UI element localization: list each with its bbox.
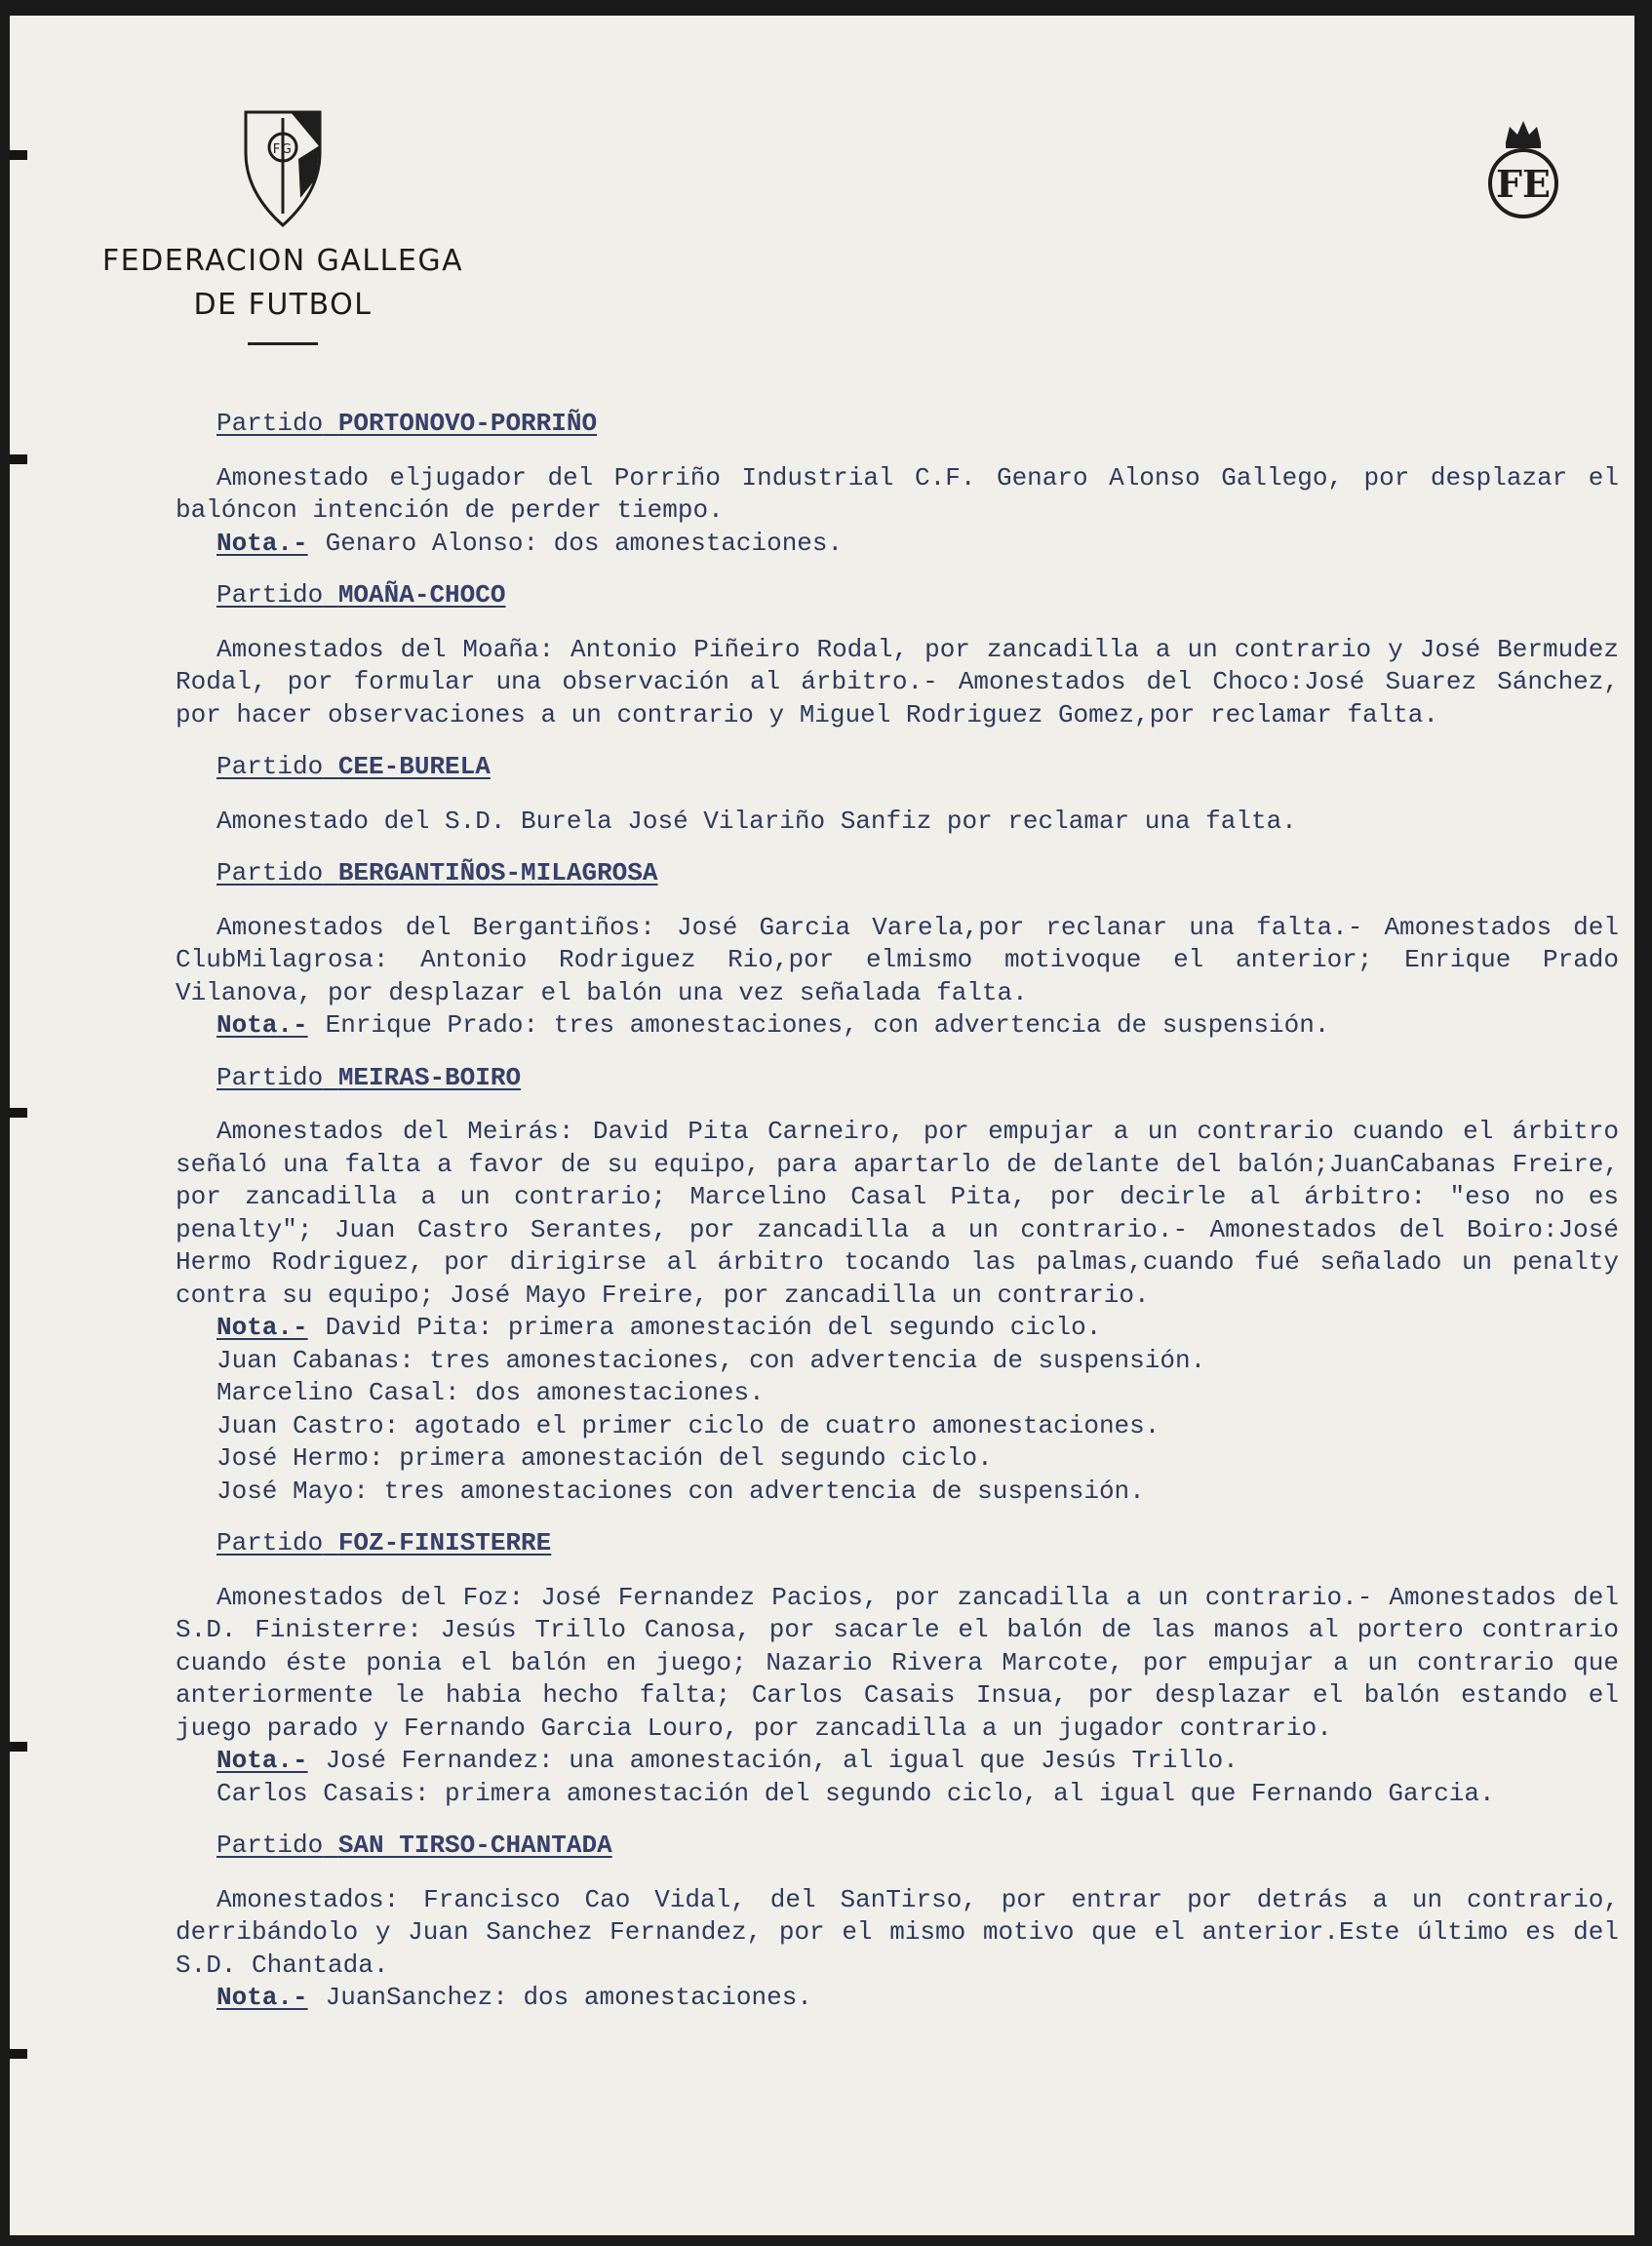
section-title <box>216 1062 521 1095</box>
note-text: José Fernandez: una amonestación, al igual que Jesús Trillo. <box>325 1746 1239 1775</box>
note-text: David Pita: primera amonestación del segundo ciclo. <box>325 1313 1102 1342</box>
section-title <box>216 1830 612 1863</box>
punch-mark <box>10 1108 27 1118</box>
section-label: Partido <box>216 752 324 781</box>
match-name: PORTONOVO-PORRIÑO <box>337 409 598 438</box>
punch-mark <box>10 2049 27 2059</box>
section-label: Partido <box>216 580 324 610</box>
header-rule <box>248 342 318 345</box>
note-line <box>176 1982 1619 2015</box>
note-line: Juan Castro: agotado el primer ciclo de cuatro amonestaciones. <box>216 1410 1160 1440</box>
match-name: SAN TIRSO-CHANTADA <box>337 1831 612 1860</box>
section-title <box>216 408 597 441</box>
note-text: Genaro Alonso: dos amonestaciones. <box>325 528 844 558</box>
document-page <box>10 16 1634 2235</box>
letterhead <box>78 108 488 345</box>
note-label: Nota.- <box>216 1746 308 1775</box>
note-label: Nota.- <box>216 528 308 558</box>
section-label: Partido <box>216 409 324 438</box>
section-body: Amonestados: Francisco Cao Vidal, del SanTirso, por entrar por detrás a un contrario, derribándolo y Juan Sanchez Fernandez, por el mismo motivo que el anterior.Este último es del S.D. Chantada. <box>176 1884 1619 1980</box>
punch-mark <box>10 150 27 160</box>
match-section <box>176 857 1619 1043</box>
section-body: Amonestados del Foz: José Fernandez Pacios, por zancadilla a un contrario.- Amonestados del S.D. Finisterre: Jesús Trillo Canosa, por sacarle el balón de las manos al portero contrario cuando éste ponia el balón en juego; Nazario Rivera Marcote, por empujar a un contrario que anteriormente le habia hecho falta; Carlos Casais Insua, por desplazar el balón estando el juego parado y Fernando Garcia Louro, por zancadilla a un jugador contrario. <box>176 1582 1619 1743</box>
note-label: Nota.- <box>216 1010 308 1040</box>
svg-text:FG: FG <box>272 142 294 157</box>
note-line: Carlos Casais: primera amonestación del segundo ciclo, al igual que Fernando Garcia. <box>216 1778 1495 1808</box>
note-line <box>176 528 1619 561</box>
section-body: Amonestados del Meirás: David Pita Carneiro, por empujar a un contrario cuando el árbitro señaló una falta a favor de su equipo, para apartarlo de delante del balón;JuanCabanas Freire, por zancadilla a un contrario; Marcelino Casal Pita, por decirle al árbitro: "eso no es penalty"; Juan Castro Serantes, por zancadilla a un contrario.- Amonestados del Boiro:José Hermo Rodriguez, por dirigirse al árbitro tocando las palmas,cuando fué señalado un penalty contra su equipo; José Mayo Freire, por zancadilla un contrario. <box>176 1117 1619 1310</box>
section-label: Partido <box>216 858 324 887</box>
org-name-line1: FEDERACION GALLEGA <box>101 244 464 278</box>
section-label: Partido <box>216 1831 324 1860</box>
note-label: Nota.- <box>216 1983 308 2012</box>
note-line <box>176 1009 1619 1043</box>
section-body: Amonestados del Moaña: Antonio Piñeiro Rodal, por zancadilla a un contrario y José Bermudez Rodal, por formular una observación al árbitro.- Amonestados del Choco:José Suarez Sánchez, por hacer observaciones a un contrario y Miguel Rodriguez Gomez,por reclamar falta. <box>176 634 1619 729</box>
match-section <box>176 1527 1619 1810</box>
note-text: Enrique Prado: tres amonestaciones, con advertencia de suspensión. <box>325 1010 1330 1040</box>
document-body <box>176 408 1619 2034</box>
section-body: Amonestados del Bergantiños: José Garcia Varela,por reclanar una falta.- Amonestados del ClubMilagrosa: Antonio Rodriguez Rio,por elmismo motivoque el anterior; Enrique Prado Vilanova, por desplazar el balón una vez señalada falta. <box>176 912 1619 1007</box>
section-body: Amonestado del S.D. Burela José Vilariño Sanfiz por reclamar una falta. <box>216 806 1297 836</box>
federation-shield-logo <box>242 108 324 229</box>
note-line <box>176 1745 1619 1778</box>
match-name: FOZ-FINISTERRE <box>337 1528 552 1557</box>
match-section <box>176 1830 1619 2015</box>
section-title <box>216 1527 551 1560</box>
svg-text:FE: FE <box>1496 162 1551 206</box>
crown-emblem-icon <box>1482 113 1564 220</box>
match-name: BERGANTIÑOS-MILAGROSA <box>337 858 658 887</box>
section-title <box>216 857 657 890</box>
note-label: Nota.- <box>216 1313 308 1342</box>
match-section <box>176 408 1619 560</box>
note-line: Marcelino Casal: dos amonestaciones. <box>216 1378 765 1407</box>
match-section <box>176 579 1619 731</box>
section-label: Partido <box>216 1062 324 1092</box>
match-name: MOAÑA-CHOCO <box>337 580 506 610</box>
match-name: MEIRAS-BOIRO <box>337 1062 522 1092</box>
note-text: JuanSanchez: dos amonestaciones. <box>325 1983 812 2012</box>
note-line: José Mayo: tres amonestaciones con advertencia de suspensión. <box>216 1476 1145 1506</box>
section-label: Partido <box>216 1528 324 1557</box>
note-line <box>176 1312 1619 1345</box>
punch-mark <box>10 1742 27 1752</box>
match-name: CEE-BURELA <box>337 752 491 781</box>
section-title <box>216 579 505 612</box>
section-body: Amonestado eljugador del Porriño Industrial C.F. Genaro Alonso Gallego, por desplazar el balóncon intención de perder tiempo. <box>176 462 1619 525</box>
note-line: José Hermo: primera amonestación del segundo ciclo. <box>216 1443 993 1473</box>
section-title <box>216 751 491 784</box>
match-section <box>176 1062 1619 1509</box>
punch-mark <box>10 454 27 464</box>
note-line: Juan Cabanas: tres amonestaciones, con advertencia de suspensión. <box>216 1345 1206 1375</box>
org-name-line2: DE FUTBOL <box>193 288 373 322</box>
match-section <box>176 751 1619 838</box>
rfef-emblem <box>1482 113 1564 225</box>
